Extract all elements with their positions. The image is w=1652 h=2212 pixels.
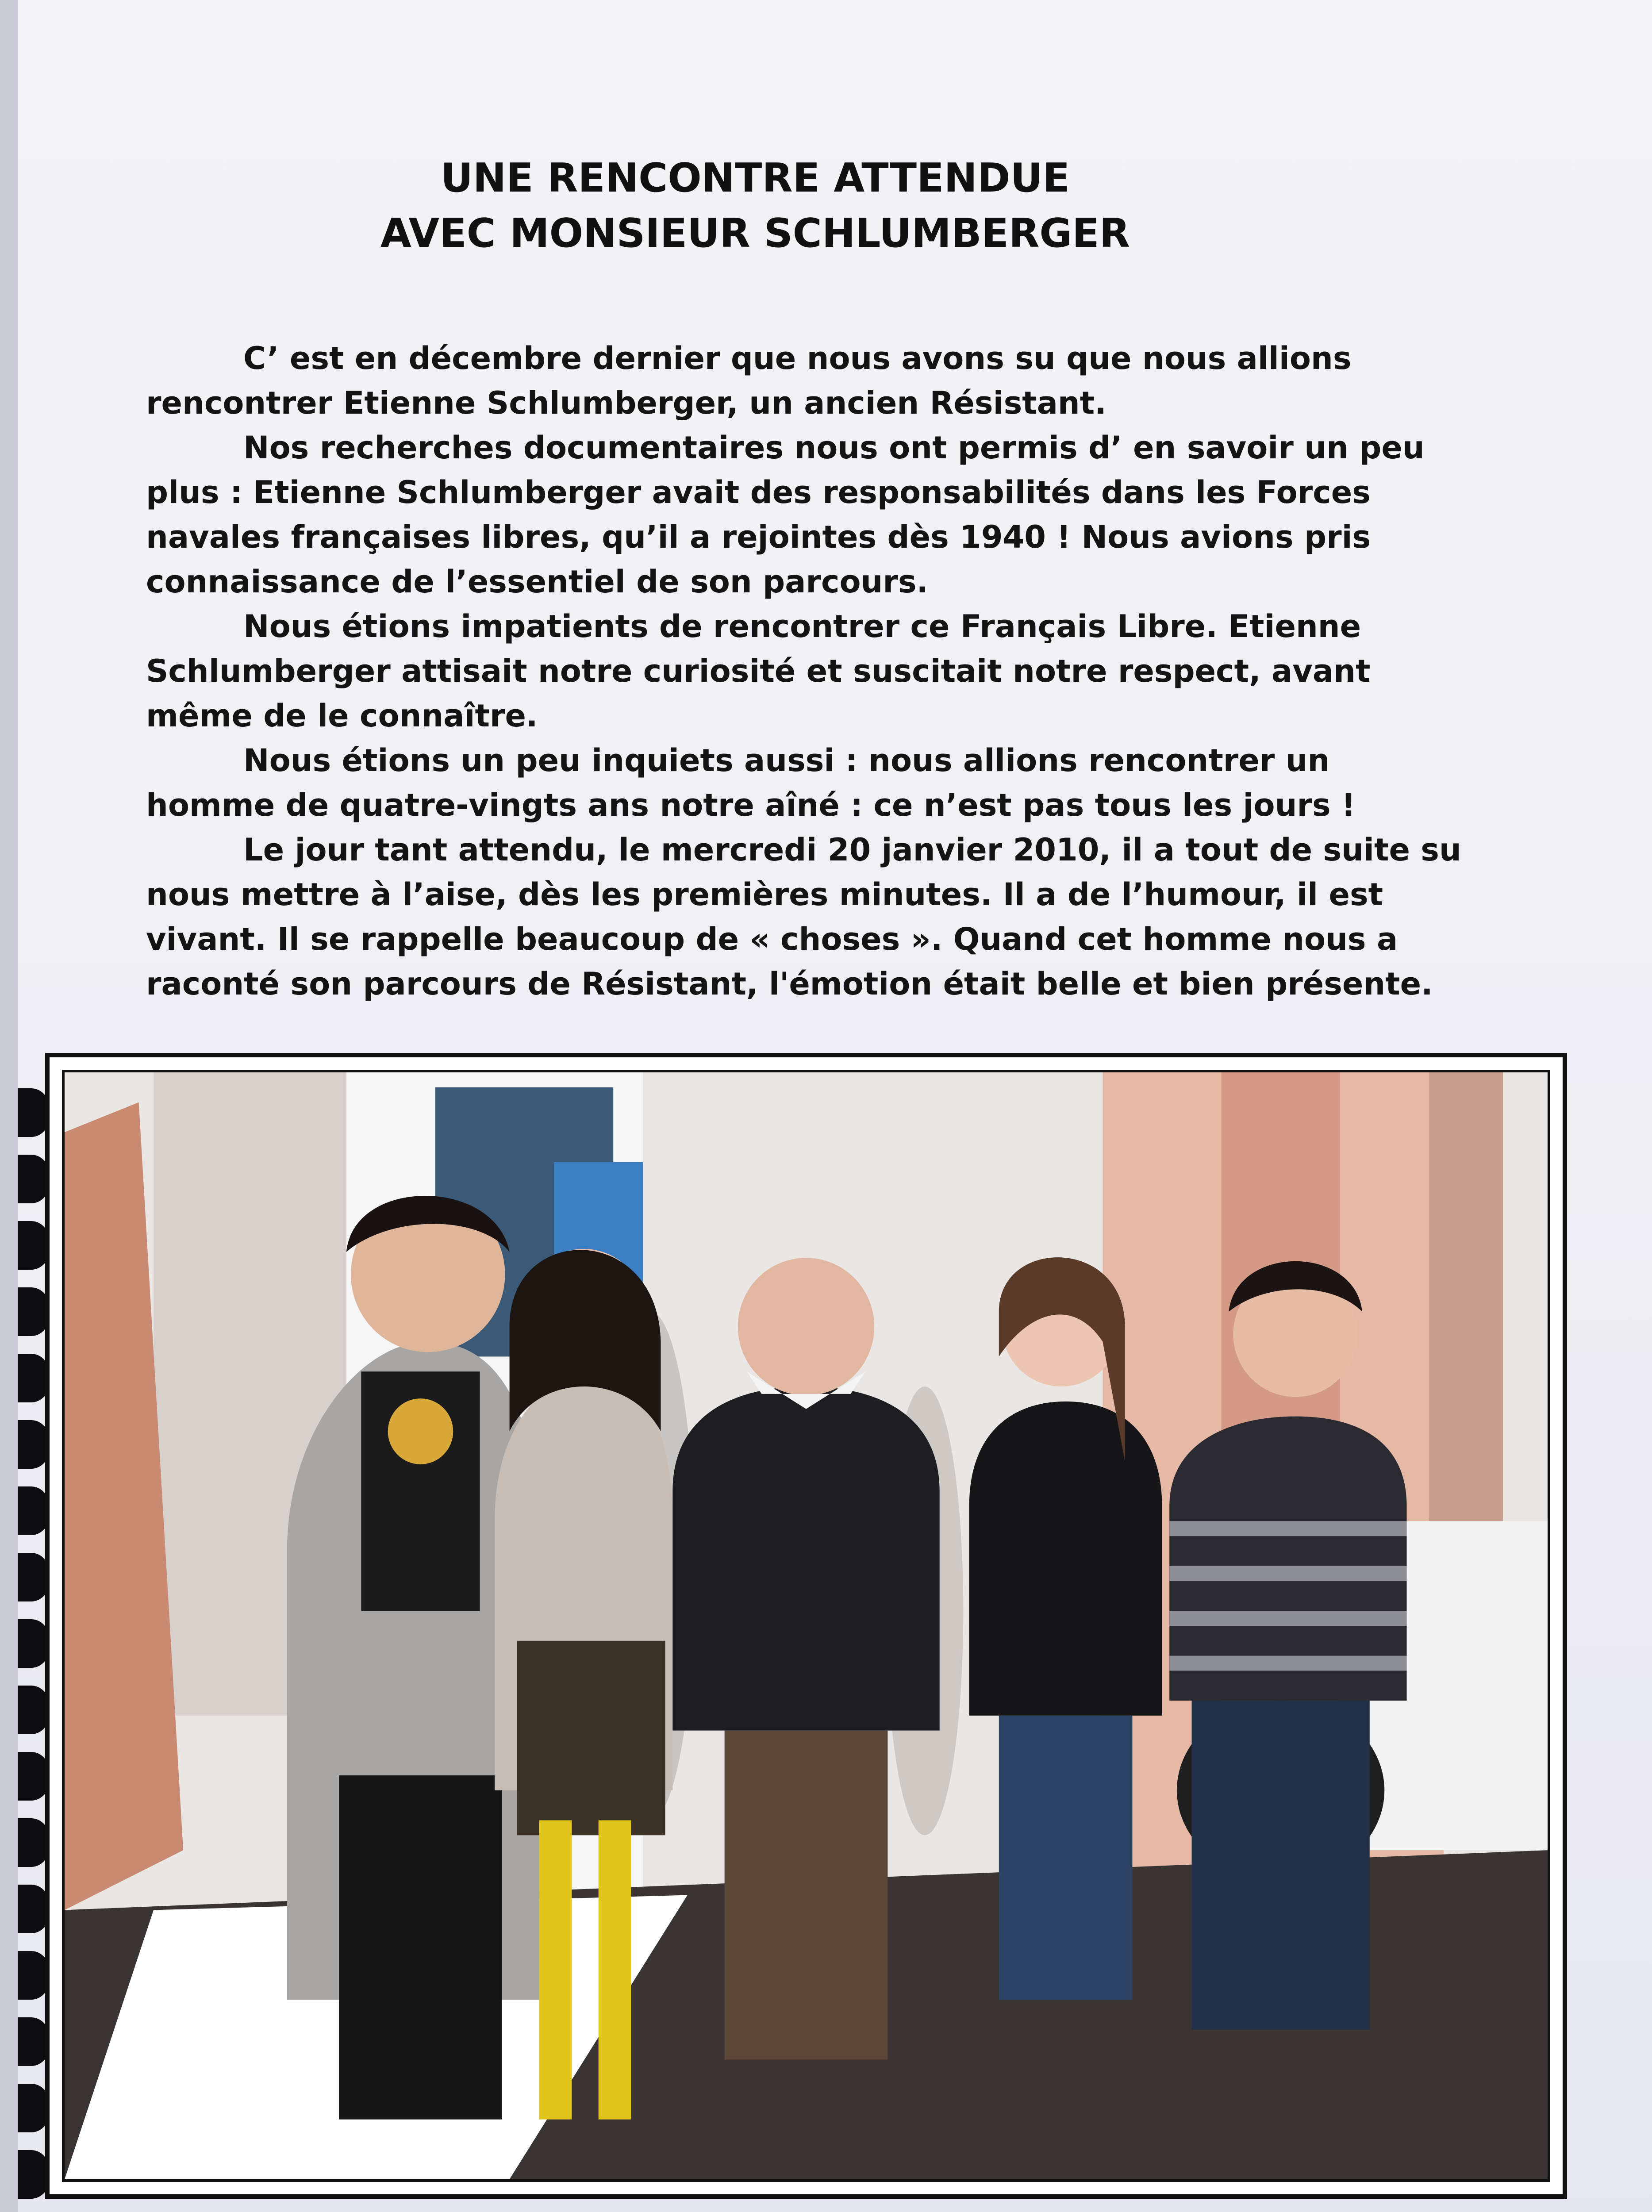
paragraph: Nos recherches documentaires nous ont permis d’ en savoir un peu plus : Etienne Schlumberger avait des responsabilités dans les Forces navales françaises libres, qu’il a rejointes dès 1940 ! Nous avions pris connaissance de l’essentiel de son parcours. [146,430,1425,600]
binding-ring [18,1686,49,1734]
binding-ring [18,1619,49,1668]
binding-ring [18,2150,49,2199]
binding-ring [18,1420,49,1469]
group-photo-frame [45,1053,1567,2199]
paragraph: C’ est en décembre dernier que nous avons su que nous allions rencontrer Etienne Schlumberger, un ancien Résistant. [146,340,1352,421]
binding-ring [18,1155,49,1203]
binding-ring [18,1553,49,1601]
binding-ring [18,1818,49,1867]
binding-ring [18,2017,49,2066]
title-line-2: AVEC MONSIEUR SCHLUMBERGER [380,210,1130,257]
page-title [18,150,1493,261]
paragraph: Nous étions un peu inquiets aussi : nous allions rencontrer un homme de quatre-vingts ans notre aîné : ce n’est pas tous les jours ! [146,742,1356,823]
binding-ring [18,1221,49,1270]
paragraph: Nous étions impatients de rencontrer ce Français Libre. Etienne Schlumberger attisait notre curiosité et suscitait notre respect, avant même de le connaître. [146,608,1371,734]
binding-ring [18,1287,49,1336]
document-page [18,0,1652,2212]
title-line-1: UNE RENCONTRE ATTENDUE [440,155,1070,201]
binding-ring [18,2084,49,2132]
binding-ring [18,1088,49,1137]
binding-ring [18,1885,49,1933]
binding-ring [18,1486,49,1535]
binding-ring [18,1354,49,1402]
binding-ring [18,1951,49,2000]
group-photo [62,1070,1550,2182]
article-body [146,336,1464,1006]
binding-ring [18,1752,49,1801]
spiral-binding [18,0,44,2212]
group-photo-illustration [65,1072,1548,2179]
paragraph: Le jour tant attendu, le mercredi 20 janvier 2010, il a tout de suite su nous mettre à l’aise, dès les premières minutes. Il a de l’humour, il est vivant. Il se rappelle beaucoup de « choses ». Quand cet homme nous a raconté son parcours de Résistant, l'émotion était belle et bien présente. [146,832,1461,1002]
